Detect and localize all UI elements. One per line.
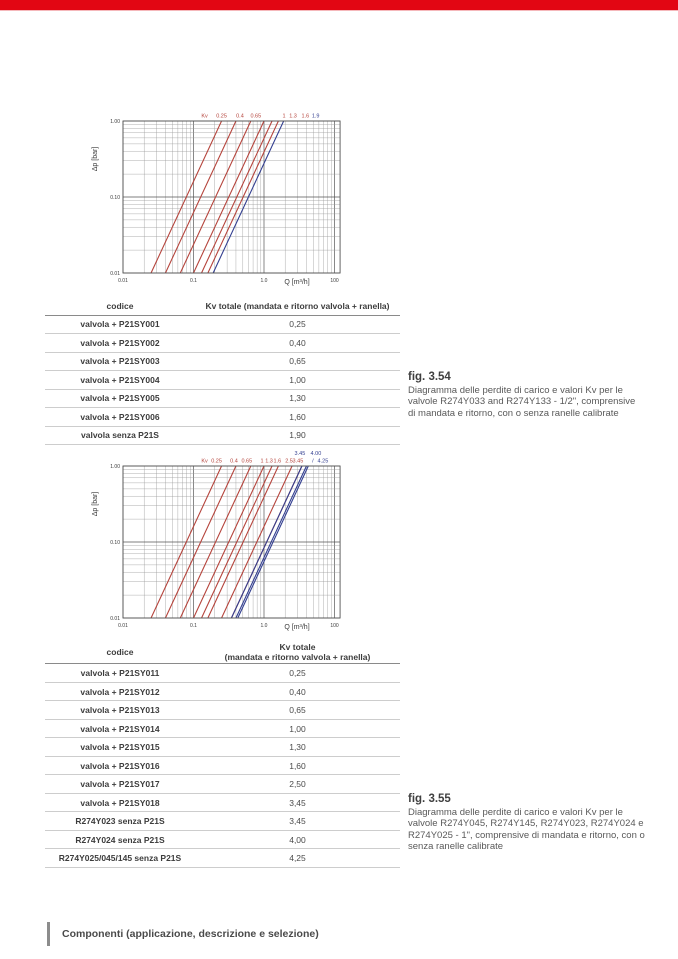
kv-value-cell: 4,00	[289, 834, 306, 845]
footer-accent-bar	[47, 922, 50, 946]
table-row	[45, 757, 400, 776]
table-row	[45, 353, 400, 372]
kv-curve-label: 1	[282, 113, 286, 120]
kv-curve-label: /	[312, 458, 314, 465]
table-row	[45, 849, 400, 868]
code-cell: R274Y023 senza P21S	[75, 816, 165, 827]
figure-caption-3-55	[408, 793, 648, 853]
y-axis-title: Δp [bar]	[92, 491, 99, 517]
code-cell: valvola + P21SY012	[80, 686, 160, 697]
y-tick-label: 1.00	[110, 464, 120, 470]
kv-curve-label: 1.6	[273, 458, 282, 465]
kv-curve-label: 0.65	[241, 458, 253, 465]
x-tick-label: 0.01	[118, 623, 128, 629]
figure-caption-title: fig. 3.54	[408, 371, 451, 383]
code-cell: valvola + P21SY001	[80, 319, 160, 330]
kv-curve-label: 2.5	[285, 458, 293, 465]
table-row	[45, 701, 400, 720]
table-header-row	[45, 641, 400, 664]
kv-table-fig-3-54	[45, 297, 400, 445]
kv-value-cell: 1,60	[289, 760, 306, 771]
code-cell: valvola + P21SY018	[80, 797, 160, 808]
table-row	[45, 683, 400, 702]
table-row	[45, 371, 400, 390]
y-tick-label: 0.01	[110, 271, 120, 277]
kv-value-cell: 1,60	[289, 411, 306, 422]
x-tick-label: 100	[330, 623, 339, 629]
table-row	[45, 390, 400, 409]
code-cell: valvola + P21SY013	[80, 705, 160, 716]
x-axis-title: Q [m³/h]	[284, 624, 310, 631]
x-tick-label: 100	[330, 278, 339, 284]
kv-value-cell: 0,25	[289, 319, 306, 330]
table-row	[45, 316, 400, 335]
figure-caption-text: Diagramma delle perdite di carico e valori Kv per le valvole R274Y033 and R274Y133 - 1/2", comprensive di mandata e ritorno, con o senza ranelle calibrate	[408, 385, 636, 419]
kv-value-cell: 3,45	[289, 816, 306, 827]
figure-caption-text: Diagramma delle perdite di carico e valori Kv per le valvole R274Y045, R274Y145, R274Y023, R274Y024 e R274Y025 - 1", comprensive di mandata e ritorno, con o senza ranelle calibrate	[408, 807, 645, 853]
kv-curve-label: 0.25	[211, 458, 222, 465]
y-tick-label: 0.10	[110, 540, 120, 546]
table-row	[45, 408, 400, 427]
code-cell: R274Y025/045/145 senza P21S	[58, 853, 182, 864]
codice-header: codice	[106, 300, 134, 311]
kv-curve-label: 0.65	[250, 113, 262, 120]
kv-curve-label: 1	[260, 458, 264, 465]
kv-value-cell: 3,45	[289, 797, 306, 808]
kv-curve-label: Kv	[201, 113, 208, 120]
kv-value-cell: 4,25	[289, 853, 306, 864]
kv-value-cell: 1,30	[289, 393, 306, 404]
code-cell: valvola + P21SY006	[80, 411, 160, 422]
kv-curve-label: 1.3	[265, 458, 273, 465]
table-row	[45, 812, 400, 831]
kv-pressure-drop-chart-fig-3-55	[85, 448, 355, 636]
kv-value-cell: 1,90	[289, 430, 306, 441]
table-row	[45, 831, 400, 850]
codice-header: codice	[106, 647, 134, 658]
kv-value-cell: 1,00	[289, 723, 306, 734]
code-cell: valvola + P21SY002	[80, 337, 160, 348]
kv-curve-label: 0.25	[216, 113, 227, 120]
table-row	[45, 664, 400, 683]
x-tick-label: 1.0	[260, 623, 268, 629]
x-axis-title: Q [m³/h]	[284, 279, 310, 286]
kv-value-cell: 0,65	[289, 356, 306, 367]
kv-curve-label: Kv	[201, 458, 208, 465]
code-cell: valvola senza P21S	[81, 430, 159, 441]
code-cell: valvola + P21SY011	[80, 668, 160, 679]
x-tick-label: 0.1	[190, 278, 197, 284]
code-cell: valvola + P21SY016	[80, 760, 160, 771]
code-cell: valvola + P21SY015	[80, 742, 160, 753]
kv-curve-label: 1.6	[301, 113, 310, 120]
kv-pressure-drop-chart-fig-3-54	[85, 103, 355, 291]
kv-curve-label: 1.9	[311, 113, 320, 120]
y-axis-title: Δp [bar]	[92, 146, 99, 172]
footer-text: Componenti (applicazione, descrizione e selezione)	[62, 928, 319, 940]
kv-curve-label: 4.25	[317, 458, 329, 465]
kv-value-cell: 1,00	[289, 374, 306, 385]
code-cell: valvola + P21SY005	[80, 393, 160, 404]
kv-curve-label: 3.45	[294, 451, 306, 457]
y-tick-label: 0.10	[110, 195, 120, 201]
top-red-bar	[0, 0, 678, 11]
table-row	[45, 427, 400, 446]
figure-caption-3-54	[408, 371, 642, 419]
y-tick-label: 1.00	[110, 119, 120, 125]
kv-curve-label: 1.3	[289, 113, 297, 120]
page-footer	[47, 922, 319, 946]
table-row	[45, 775, 400, 794]
kv-curve-label: 4.00	[310, 451, 322, 457]
kv-curve-label: 0.4	[230, 458, 238, 465]
table-row	[45, 738, 400, 757]
x-tick-label: 0.01	[118, 278, 128, 284]
table-row	[45, 720, 400, 739]
kv-value-cell: 1,30	[289, 742, 306, 753]
kv-value-cell: 0,65	[289, 705, 306, 716]
kv-curve-label: 3.45	[292, 458, 304, 465]
code-cell: R274Y024 senza P21S	[75, 834, 165, 845]
kv-value-cell: 2,50	[289, 779, 306, 790]
kv-totale-header: Kv totale (mandata e ritorno valvola + ranella)	[205, 300, 390, 311]
kv-table-fig-3-55	[45, 641, 400, 868]
table-row	[45, 794, 400, 813]
kv-value-cell: 0,25	[289, 668, 306, 679]
code-cell: valvola + P21SY017	[80, 779, 160, 790]
y-tick-label: 0.01	[110, 616, 120, 622]
code-cell: valvola + P21SY003	[80, 356, 160, 367]
kv-value-cell: 0,40	[289, 686, 306, 697]
x-tick-label: 1.0	[260, 278, 268, 284]
figure-caption-title: fig. 3.55	[408, 793, 451, 805]
table-row	[45, 334, 400, 353]
kv-curve-label: 0.4	[236, 113, 244, 120]
kv-value-cell: 0,40	[289, 337, 306, 348]
code-cell: valvola + P21SY004	[80, 374, 160, 385]
table-header-row	[45, 297, 400, 316]
x-tick-label: 0.1	[190, 623, 197, 629]
code-cell: valvola + P21SY014	[80, 723, 160, 734]
kv-totale-header: Kv totale (mandata e ritorno valvola + ranella)	[224, 642, 371, 663]
